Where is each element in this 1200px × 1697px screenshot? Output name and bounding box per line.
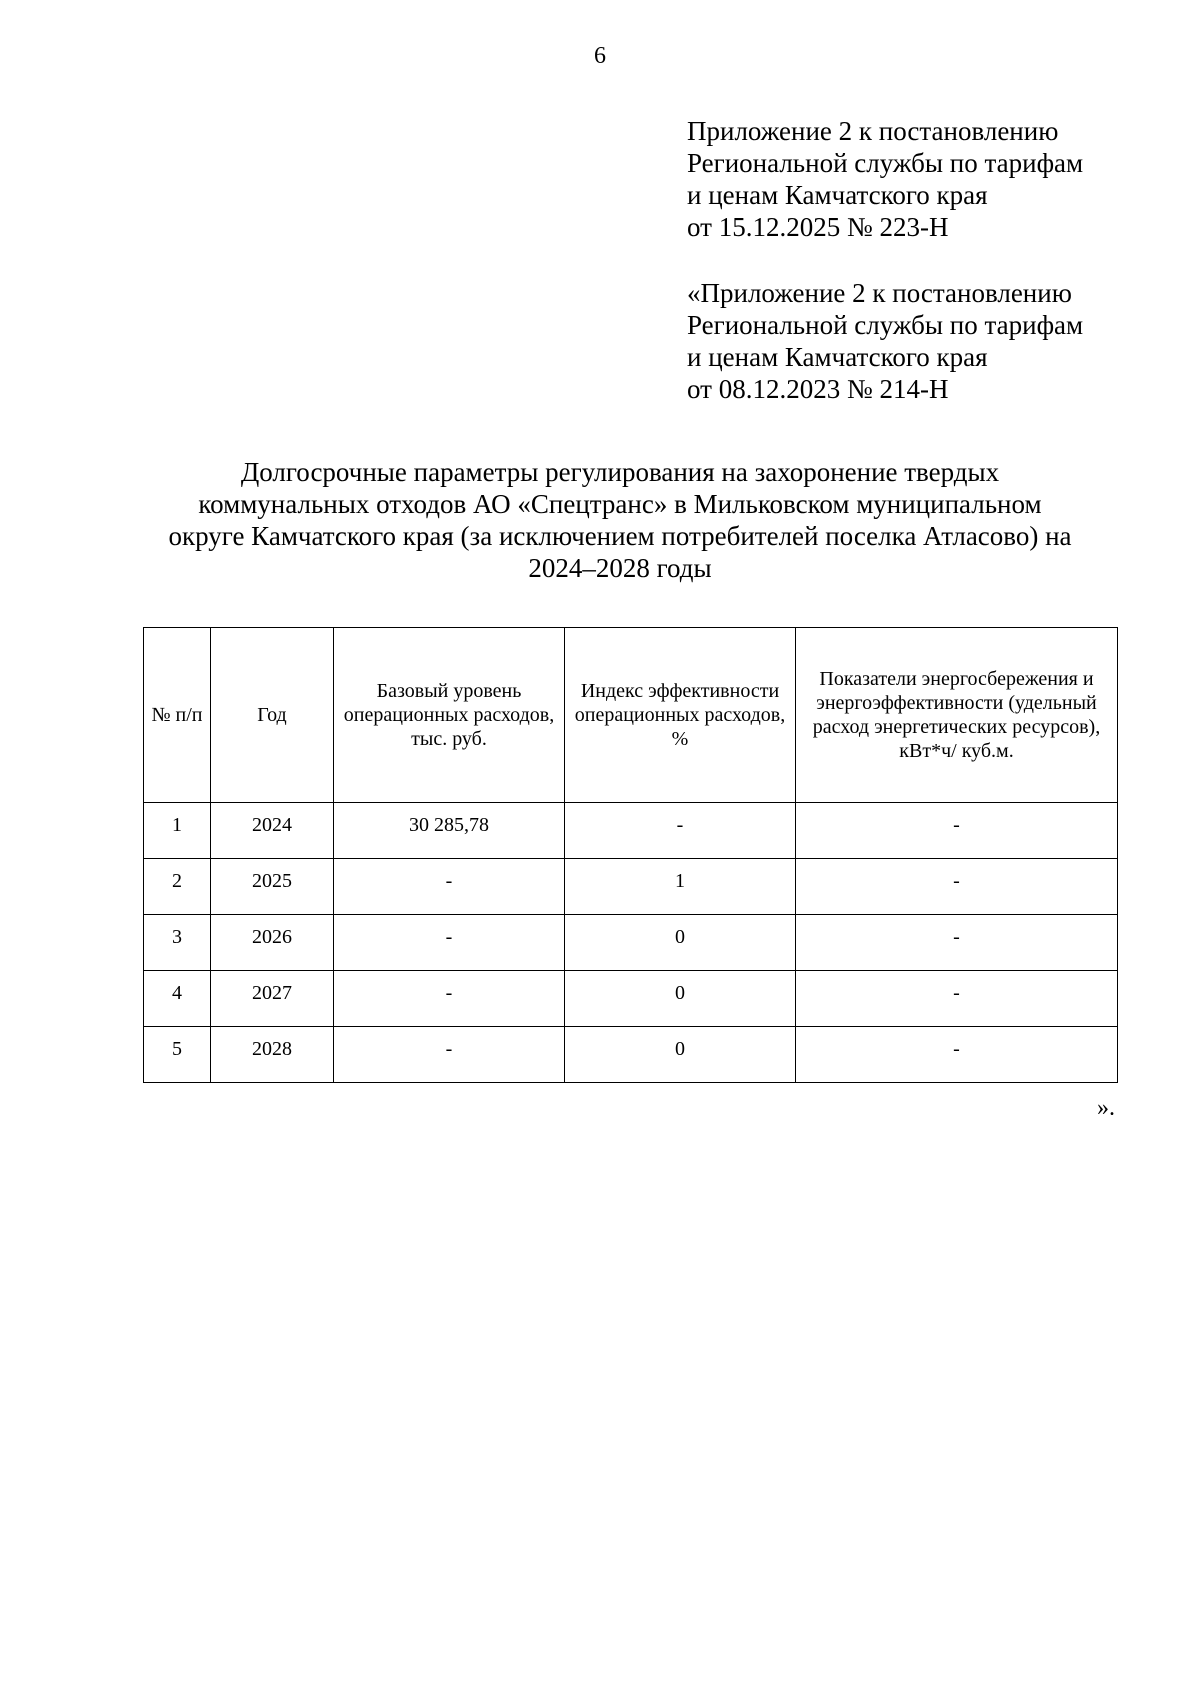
cell-energy-indicators: -	[796, 1027, 1118, 1083]
cell-energy-indicators: -	[796, 971, 1118, 1027]
cell-efficiency-index: 1	[565, 859, 796, 915]
title-line: округе Камчатского края (за исключением потребителей поселка Атласово) на	[168, 521, 1072, 551]
title-line: Долгосрочные параметры регулирования на захоронение твердых	[240, 457, 1000, 487]
header-number: № п/п	[144, 628, 211, 803]
cell-energy-indicators: -	[796, 915, 1118, 971]
cell-year: 2025	[211, 859, 334, 915]
document-title	[120, 456, 1120, 584]
parameters-table	[143, 627, 1118, 1083]
table-row	[144, 803, 1118, 859]
header-year: Год	[211, 628, 334, 803]
appendix-header-current	[687, 115, 1167, 243]
cell-number: 4	[144, 971, 211, 1027]
closing-quote-mark: ».	[1097, 1095, 1115, 1121]
cell-year: 2026	[211, 915, 334, 971]
cell-number: 3	[144, 915, 211, 971]
cell-base-level: -	[334, 971, 565, 1027]
page-number: 6	[594, 43, 606, 69]
cell-base-level: -	[334, 915, 565, 971]
cell-number: 2	[144, 859, 211, 915]
appendix-line: Региональной службы по тарифам	[687, 310, 1084, 340]
table-row	[144, 915, 1118, 971]
appendix-line: и ценам Камчатского края	[687, 342, 988, 372]
table-row	[144, 971, 1118, 1027]
appendix-line: и ценам Камчатского края	[687, 180, 988, 210]
appendix-line: Региональной службы по тарифам	[687, 148, 1084, 178]
title-line: 2024–2028 годы	[528, 553, 712, 583]
cell-year: 2024	[211, 803, 334, 859]
cell-energy-indicators: -	[796, 803, 1118, 859]
header-energy-indicators: Показатели энергосбережения и энергоэффективности (удельный расход энергетических ресурсов), кВт*ч/ куб.м.	[796, 628, 1118, 803]
cell-base-level: -	[334, 859, 565, 915]
table-header-row	[144, 628, 1118, 803]
cell-efficiency-index: 0	[565, 915, 796, 971]
cell-year: 2027	[211, 971, 334, 1027]
table-row	[144, 859, 1118, 915]
cell-efficiency-index: -	[565, 803, 796, 859]
cell-number: 1	[144, 803, 211, 859]
header-base-level: Базовый уровень операционных расходов, тыс. руб.	[334, 628, 565, 803]
appendix-line: от 15.12.2025 № 223-Н	[687, 212, 949, 242]
cell-efficiency-index: 0	[565, 971, 796, 1027]
table-row	[144, 1027, 1118, 1083]
header-efficiency-index: Индекс эффективности операционных расходов, %	[565, 628, 796, 803]
cell-base-level: -	[334, 1027, 565, 1083]
cell-energy-indicators: -	[796, 859, 1118, 915]
cell-number: 5	[144, 1027, 211, 1083]
appendix-line: Приложение 2 к постановлению	[687, 116, 1059, 146]
appendix-header-previous	[687, 277, 1167, 405]
title-line: коммунальных отходов АО «Спецтранс» в Мильковском муниципальном	[198, 489, 1042, 519]
appendix-line: от 08.12.2023 № 214-Н	[687, 374, 949, 404]
appendix-line: «Приложение 2 к постановлению	[687, 278, 1072, 308]
cell-year: 2028	[211, 1027, 334, 1083]
cell-efficiency-index: 0	[565, 1027, 796, 1083]
cell-base-level: 30 285,78	[334, 803, 565, 859]
